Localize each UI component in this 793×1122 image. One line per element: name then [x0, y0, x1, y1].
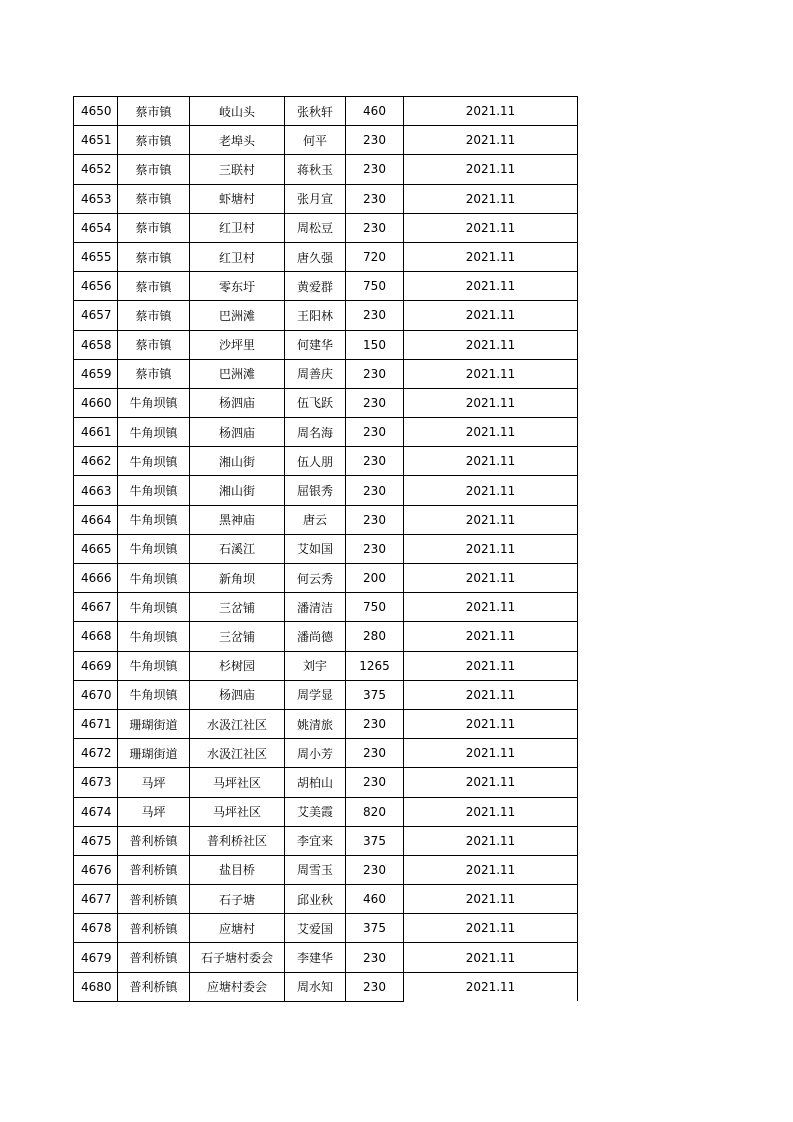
- cell-date: 2021.11: [404, 301, 578, 330]
- cell-village: 巴洲滩: [190, 301, 285, 330]
- cell-town: 蔡市镇: [118, 301, 190, 330]
- cell-amount: 230: [346, 388, 404, 417]
- cell-village: 沙坪里: [190, 330, 285, 359]
- cell-village: 盐目桥: [190, 855, 285, 884]
- cell-village: 红卫村: [190, 242, 285, 271]
- cell-amount: 230: [346, 943, 404, 972]
- cell-amount: 230: [346, 768, 404, 797]
- cell-town: 牛角坝镇: [118, 534, 190, 563]
- cell-id: 4650: [74, 97, 118, 126]
- cell-amount: 750: [346, 593, 404, 622]
- cell-name: 刘宇: [285, 651, 346, 680]
- cell-name: 艾美霞: [285, 797, 346, 826]
- cell-town: 牛角坝镇: [118, 680, 190, 709]
- table-row: [74, 242, 578, 271]
- cell-amount: 230: [346, 447, 404, 476]
- cell-village: 马坪社区: [190, 797, 285, 826]
- cell-name: 艾爱国: [285, 914, 346, 943]
- cell-village: 马坪社区: [190, 768, 285, 797]
- table-row: [74, 564, 578, 593]
- cell-town: 牛角坝镇: [118, 476, 190, 505]
- table-row: [74, 272, 578, 301]
- cell-village: 岐山头: [190, 97, 285, 126]
- table-row: [74, 359, 578, 388]
- cell-name: 周松豆: [285, 213, 346, 242]
- cell-id: 4679: [74, 943, 118, 972]
- record-table-body: [74, 97, 578, 1002]
- cell-id: 4656: [74, 272, 118, 301]
- cell-amount: 460: [346, 97, 404, 126]
- cell-date: 2021.11: [404, 855, 578, 884]
- cell-id: 4675: [74, 826, 118, 855]
- cell-id: 4670: [74, 680, 118, 709]
- cell-village: 石子塘: [190, 885, 285, 914]
- cell-name: 周小芳: [285, 739, 346, 768]
- cell-amount: 230: [346, 739, 404, 768]
- cell-amount: 230: [346, 709, 404, 738]
- cell-name: 邱业秋: [285, 885, 346, 914]
- cell-date: 2021.11: [404, 709, 578, 738]
- cell-id: 4680: [74, 972, 118, 1001]
- cell-village: 杨泗庙: [190, 418, 285, 447]
- cell-amount: 750: [346, 272, 404, 301]
- cell-village: 红卫村: [190, 213, 285, 242]
- cell-name: 潘尚德: [285, 622, 346, 651]
- cell-town: 珊瑚街道: [118, 739, 190, 768]
- cell-village: 水汲江社区: [190, 739, 285, 768]
- cell-amount: 375: [346, 680, 404, 709]
- table-row: [74, 885, 578, 914]
- cell-town: 蔡市镇: [118, 97, 190, 126]
- cell-amount: 820: [346, 797, 404, 826]
- cell-id: 4662: [74, 447, 118, 476]
- cell-town: 蔡市镇: [118, 330, 190, 359]
- cell-date: 2021.11: [404, 651, 578, 680]
- cell-id: 4669: [74, 651, 118, 680]
- cell-date: 2021.11: [404, 534, 578, 563]
- table-row: [74, 447, 578, 476]
- cell-town: 普利桥镇: [118, 885, 190, 914]
- cell-id: 4673: [74, 768, 118, 797]
- cell-date: 2021.11: [404, 242, 578, 271]
- cell-amount: 460: [346, 885, 404, 914]
- cell-date: 2021.11: [404, 797, 578, 826]
- table-row: [74, 418, 578, 447]
- cell-amount: 720: [346, 242, 404, 271]
- cell-id: 4658: [74, 330, 118, 359]
- cell-name: 李建华: [285, 943, 346, 972]
- table-row: [74, 797, 578, 826]
- cell-date: 2021.11: [404, 476, 578, 505]
- cell-name: 艾如国: [285, 534, 346, 563]
- cell-village: 湘山街: [190, 447, 285, 476]
- cell-id: 4671: [74, 709, 118, 738]
- cell-name: 伍人朋: [285, 447, 346, 476]
- cell-amount: 230: [346, 126, 404, 155]
- cell-amount: 375: [346, 826, 404, 855]
- cell-date: 2021.11: [404, 943, 578, 972]
- cell-name: 蒋秋玉: [285, 155, 346, 184]
- cell-name: 姚清旅: [285, 709, 346, 738]
- cell-id: 4676: [74, 855, 118, 884]
- cell-village: 零东圩: [190, 272, 285, 301]
- cell-town: 牛角坝镇: [118, 622, 190, 651]
- cell-amount: 230: [346, 184, 404, 213]
- cell-id: 4660: [74, 388, 118, 417]
- cell-id: 4664: [74, 505, 118, 534]
- cell-id: 4652: [74, 155, 118, 184]
- cell-name: 周水知: [285, 972, 346, 1001]
- cell-amount: 230: [346, 534, 404, 563]
- cell-village: 杨泗庙: [190, 388, 285, 417]
- cell-village: 三联村: [190, 155, 285, 184]
- cell-id: 4677: [74, 885, 118, 914]
- cell-id: 4653: [74, 184, 118, 213]
- table-row: [74, 709, 578, 738]
- cell-village: 新角坝: [190, 564, 285, 593]
- cell-id: 4661: [74, 418, 118, 447]
- cell-date: 2021.11: [404, 768, 578, 797]
- cell-village: 石子塘村委会: [190, 943, 285, 972]
- cell-town: 蔡市镇: [118, 272, 190, 301]
- cell-village: 杨泗庙: [190, 680, 285, 709]
- cell-name: 胡柏山: [285, 768, 346, 797]
- cell-name: 潘清洁: [285, 593, 346, 622]
- cell-village: 老埠头: [190, 126, 285, 155]
- cell-date: 2021.11: [404, 739, 578, 768]
- cell-id: 4651: [74, 126, 118, 155]
- cell-town: 牛角坝镇: [118, 505, 190, 534]
- cell-name: 何建华: [285, 330, 346, 359]
- cell-id: 4655: [74, 242, 118, 271]
- cell-name: 唐云: [285, 505, 346, 534]
- table-row: [74, 388, 578, 417]
- cell-date: 2021.11: [404, 593, 578, 622]
- table-row: [74, 593, 578, 622]
- cell-village: 水汲江社区: [190, 709, 285, 738]
- cell-amount: 230: [346, 213, 404, 242]
- cell-village: 应塘村: [190, 914, 285, 943]
- cell-name: 张秋轩: [285, 97, 346, 126]
- table-row: [74, 739, 578, 768]
- cell-town: 牛角坝镇: [118, 564, 190, 593]
- cell-town: 蔡市镇: [118, 155, 190, 184]
- table-row: [74, 330, 578, 359]
- cell-village: 湘山街: [190, 476, 285, 505]
- cell-name: 屈银秀: [285, 476, 346, 505]
- cell-town: 蔡市镇: [118, 242, 190, 271]
- cell-id: 4678: [74, 914, 118, 943]
- cell-id: 4668: [74, 622, 118, 651]
- cell-date: 2021.11: [404, 359, 578, 388]
- table-row: [74, 97, 578, 126]
- cell-town: 普利桥镇: [118, 972, 190, 1001]
- cell-date: 2021.11: [404, 622, 578, 651]
- cell-name: 周学显: [285, 680, 346, 709]
- cell-village: 应塘村委会: [190, 972, 285, 1001]
- cell-amount: 230: [346, 855, 404, 884]
- cell-amount: 1265: [346, 651, 404, 680]
- cell-town: 牛角坝镇: [118, 418, 190, 447]
- cell-name: 唐久强: [285, 242, 346, 271]
- cell-amount: 375: [346, 914, 404, 943]
- cell-village: 普利桥社区: [190, 826, 285, 855]
- cell-name: 周善庆: [285, 359, 346, 388]
- table-row: [74, 768, 578, 797]
- cell-id: 4665: [74, 534, 118, 563]
- cell-date: 2021.11: [404, 505, 578, 534]
- cell-village: 杉树园: [190, 651, 285, 680]
- cell-amount: 230: [346, 418, 404, 447]
- cell-name: 张月宣: [285, 184, 346, 213]
- cell-amount: 230: [346, 505, 404, 534]
- cell-village: 巴洲滩: [190, 359, 285, 388]
- cell-village: 三岔铺: [190, 593, 285, 622]
- table-row: [74, 184, 578, 213]
- table-row: [74, 505, 578, 534]
- cell-name: 何云秀: [285, 564, 346, 593]
- cell-date: 2021.11: [404, 972, 578, 1001]
- cell-date: 2021.11: [404, 914, 578, 943]
- cell-date: 2021.11: [404, 272, 578, 301]
- cell-date: 2021.11: [404, 184, 578, 213]
- cell-date: 2021.11: [404, 213, 578, 242]
- cell-amount: 200: [346, 564, 404, 593]
- cell-town: 牛角坝镇: [118, 651, 190, 680]
- cell-town: 蔡市镇: [118, 359, 190, 388]
- table-row: [74, 213, 578, 242]
- table-row: [74, 155, 578, 184]
- cell-name: 何平: [285, 126, 346, 155]
- cell-id: 4674: [74, 797, 118, 826]
- cell-amount: 230: [346, 155, 404, 184]
- cell-date: 2021.11: [404, 826, 578, 855]
- table-row: [74, 651, 578, 680]
- cell-name: 王阳林: [285, 301, 346, 330]
- table-row: [74, 534, 578, 563]
- cell-amount: 230: [346, 972, 404, 1001]
- cell-id: 4666: [74, 564, 118, 593]
- cell-id: 4659: [74, 359, 118, 388]
- cell-village: 石溪江: [190, 534, 285, 563]
- table-row: [74, 622, 578, 651]
- table-row: [74, 126, 578, 155]
- cell-name: 周雪玉: [285, 855, 346, 884]
- cell-amount: 280: [346, 622, 404, 651]
- table-row: [74, 826, 578, 855]
- cell-town: 珊瑚街道: [118, 709, 190, 738]
- cell-town: 普利桥镇: [118, 943, 190, 972]
- cell-date: 2021.11: [404, 885, 578, 914]
- cell-id: 4667: [74, 593, 118, 622]
- table-row: [74, 972, 578, 1001]
- cell-town: 蔡市镇: [118, 126, 190, 155]
- cell-town: 马坪: [118, 768, 190, 797]
- cell-village: 黑神庙: [190, 505, 285, 534]
- cell-town: 蔡市镇: [118, 213, 190, 242]
- table-row: [74, 476, 578, 505]
- cell-town: 蔡市镇: [118, 184, 190, 213]
- cell-date: 2021.11: [404, 126, 578, 155]
- cell-id: 4657: [74, 301, 118, 330]
- cell-name: 周名海: [285, 418, 346, 447]
- cell-date: 2021.11: [404, 564, 578, 593]
- cell-town: 普利桥镇: [118, 914, 190, 943]
- cell-date: 2021.11: [404, 388, 578, 417]
- cell-date: 2021.11: [404, 418, 578, 447]
- cell-amount: 230: [346, 476, 404, 505]
- cell-amount: 230: [346, 359, 404, 388]
- cell-town: 普利桥镇: [118, 826, 190, 855]
- cell-name: 李宜来: [285, 826, 346, 855]
- cell-id: 4663: [74, 476, 118, 505]
- table-row: [74, 914, 578, 943]
- cell-village: 三岔铺: [190, 622, 285, 651]
- cell-date: 2021.11: [404, 680, 578, 709]
- cell-town: 牛角坝镇: [118, 447, 190, 476]
- cell-id: 4672: [74, 739, 118, 768]
- cell-name: 伍飞跃: [285, 388, 346, 417]
- table-row: [74, 301, 578, 330]
- table-row: [74, 680, 578, 709]
- cell-amount: 150: [346, 330, 404, 359]
- cell-date: 2021.11: [404, 330, 578, 359]
- cell-date: 2021.11: [404, 155, 578, 184]
- cell-id: 4654: [74, 213, 118, 242]
- cell-town: 普利桥镇: [118, 855, 190, 884]
- cell-village: 虾塘村: [190, 184, 285, 213]
- cell-town: 牛角坝镇: [118, 388, 190, 417]
- cell-date: 2021.11: [404, 97, 578, 126]
- record-table: [73, 96, 578, 1002]
- table-row: [74, 943, 578, 972]
- cell-town: 牛角坝镇: [118, 593, 190, 622]
- cell-town: 马坪: [118, 797, 190, 826]
- cell-date: 2021.11: [404, 447, 578, 476]
- cell-name: 黄爱群: [285, 272, 346, 301]
- cell-amount: 230: [346, 301, 404, 330]
- table-row: [74, 855, 578, 884]
